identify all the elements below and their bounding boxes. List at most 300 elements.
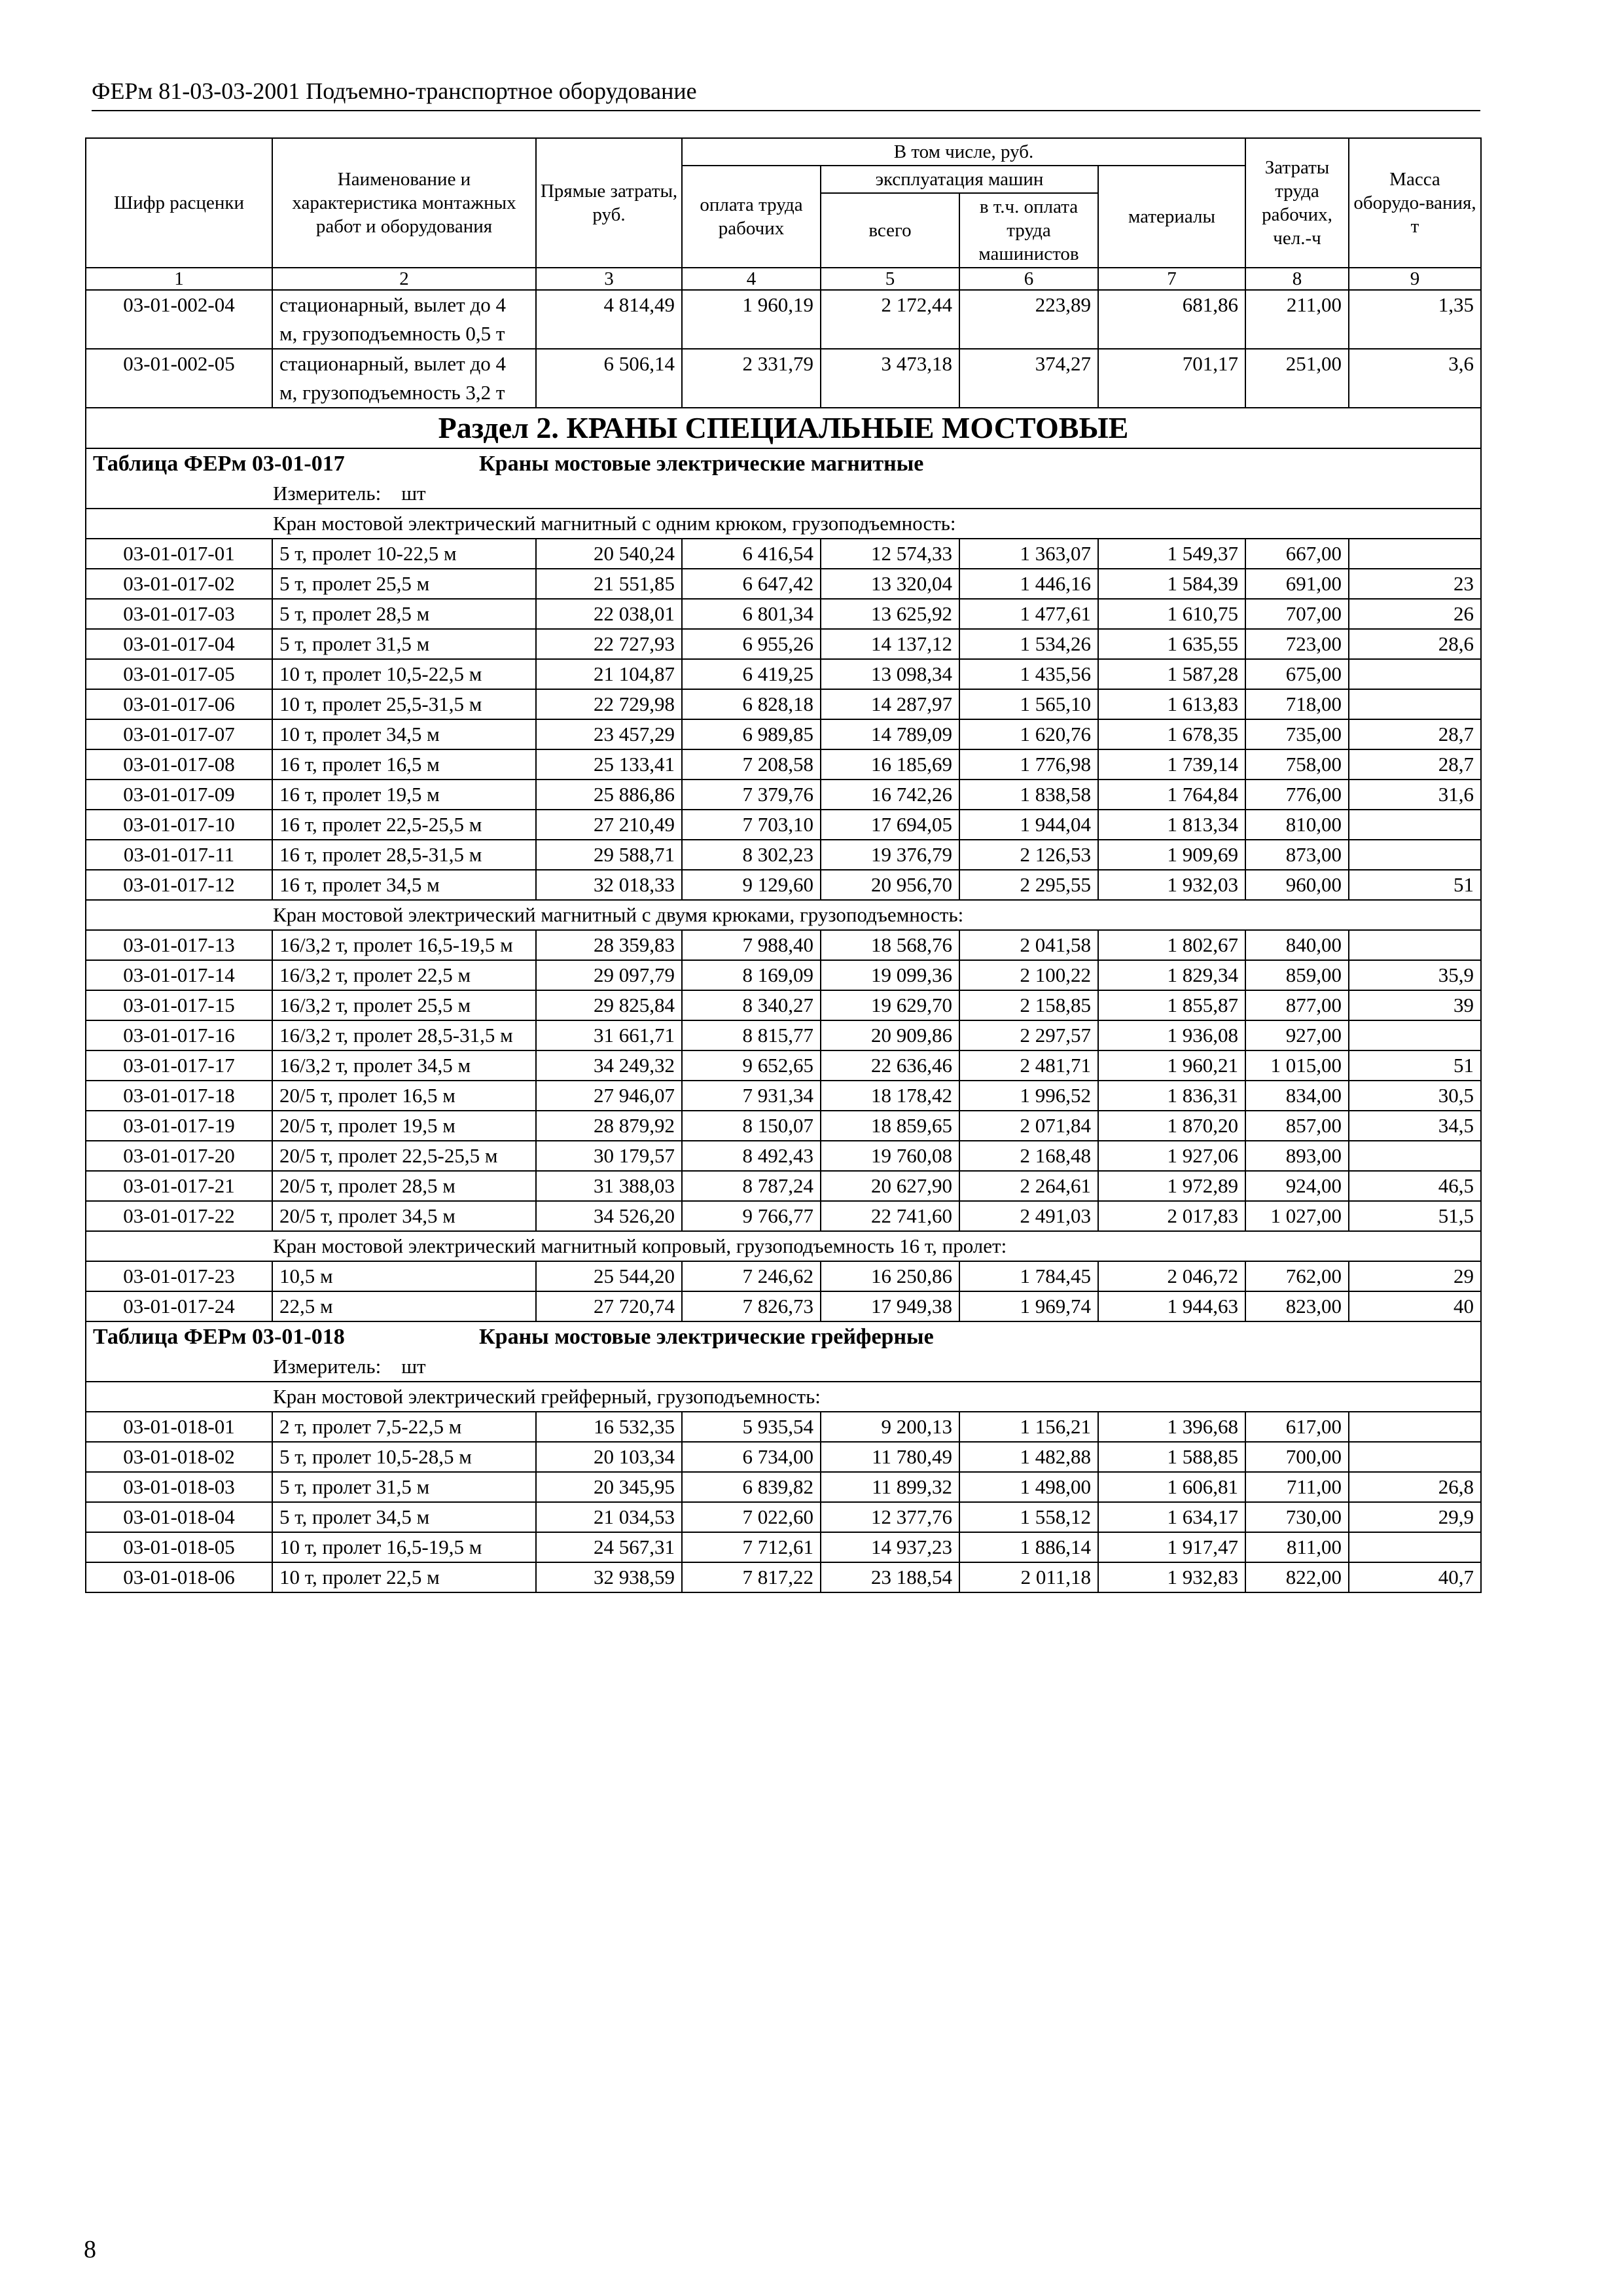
cell-mass	[1349, 930, 1481, 960]
cell-labor-pay: 6 416,54	[682, 539, 821, 569]
cell-machines-total: 14 287,97	[821, 689, 959, 719]
cell-machines-total: 11 899,32	[821, 1472, 959, 1502]
column-number: 9	[1349, 268, 1481, 290]
cell-materials: 1 932,03	[1098, 870, 1245, 900]
table-018-heading	[86, 1321, 1481, 1352]
cell-direct-cost: 34 526,20	[536, 1201, 682, 1231]
cell-materials: 2 017,83	[1098, 1201, 1245, 1231]
cell-labor-hours: 840,00	[1245, 930, 1349, 960]
table-018-measure	[86, 1352, 1481, 1382]
cell-direct-cost: 29 588,71	[536, 840, 682, 870]
cell-direct-cost: 31 388,03	[536, 1171, 682, 1201]
table-row	[86, 1050, 1481, 1081]
cell-code: 03-01-002-05	[86, 349, 272, 408]
cell-mass	[1349, 840, 1481, 870]
cell-machines-pay: 2 071,84	[959, 1111, 1098, 1141]
cell-name: 5 т, пролет 31,5 м	[272, 1472, 536, 1502]
cell-machines-total: 13 098,34	[821, 659, 959, 689]
cell-materials: 681,86	[1098, 290, 1245, 349]
table-row	[86, 930, 1481, 960]
table-row	[86, 1020, 1481, 1050]
cell-mass	[1349, 810, 1481, 840]
cell-code: 03-01-017-03	[86, 599, 272, 629]
table-row	[86, 1472, 1481, 1502]
cell-machines-pay: 2 481,71	[959, 1050, 1098, 1081]
table-018-title: Краны мостовые электрические грейферные	[479, 1325, 934, 1349]
table-017-group-3	[86, 1261, 1481, 1321]
table-row	[86, 1532, 1481, 1562]
cell-direct-cost: 27 720,74	[536, 1291, 682, 1321]
cell-direct-cost: 6 506,14	[536, 349, 682, 408]
cell-labor-pay: 8 340,27	[682, 990, 821, 1020]
cell-labor-pay: 2 331,79	[682, 349, 821, 408]
cell-mass: 26	[1349, 599, 1481, 629]
cell-machines-pay: 1 776,98	[959, 749, 1098, 780]
cell-name: 16/3,2 т, пролет 28,5-31,5 м	[272, 1020, 536, 1050]
cell-name: 20/5 т, пролет 34,5 м	[272, 1201, 536, 1231]
cell-machines-pay: 1 482,88	[959, 1442, 1098, 1472]
section-block	[86, 408, 1481, 539]
cell-machines-total: 12 377,76	[821, 1502, 959, 1532]
cell-labor-hours: 834,00	[1245, 1081, 1349, 1111]
cell-machines-total: 17 949,38	[821, 1291, 959, 1321]
table-row	[86, 689, 1481, 719]
cell-mass: 28,7	[1349, 719, 1481, 749]
cell-name: 16/3,2 т, пролет 25,5 м	[272, 990, 536, 1020]
cell-materials: 1 813,34	[1098, 810, 1245, 840]
cell-code: 03-01-017-05	[86, 659, 272, 689]
cell-machines-pay: 1 620,76	[959, 719, 1098, 749]
column-number: 8	[1245, 268, 1349, 290]
cell-materials: 2 046,72	[1098, 1261, 1245, 1291]
cell-materials: 1 587,28	[1098, 659, 1245, 689]
cell-mass: 31,6	[1349, 780, 1481, 810]
cell-machines-pay: 223,89	[959, 290, 1098, 349]
cell-code: 03-01-017-19	[86, 1111, 272, 1141]
col-header-labor-pay: оплата труда рабочих	[682, 166, 821, 268]
cell-code: 03-01-018-04	[86, 1502, 272, 1532]
cell-direct-cost: 28 359,83	[536, 930, 682, 960]
subgroup-block	[86, 1231, 1481, 1261]
cell-labor-hours: 691,00	[1245, 569, 1349, 599]
cell-labor-pay: 9 766,77	[682, 1201, 821, 1231]
column-number: 3	[536, 268, 682, 290]
cell-mass	[1349, 1020, 1481, 1050]
column-number: 5	[821, 268, 959, 290]
cell-mass	[1349, 1141, 1481, 1171]
cell-labor-pay: 8 302,23	[682, 840, 821, 870]
cell-labor-hours: 718,00	[1245, 689, 1349, 719]
cell-machines-pay: 2 297,57	[959, 1020, 1098, 1050]
cell-machines-pay: 2 100,22	[959, 960, 1098, 990]
cell-machines-total: 14 137,12	[821, 629, 959, 659]
table-row	[86, 1081, 1481, 1111]
cell-name: 20/5 т, пролет 19,5 м	[272, 1111, 536, 1141]
cell-mass: 51	[1349, 870, 1481, 900]
section-title: Раздел 2. КРАНЫ СПЕЦИАЛЬНЫЕ МОСТОВЫЕ	[86, 408, 1481, 448]
cell-name: 10 т, пролет 10,5-22,5 м	[272, 659, 536, 689]
cell-labor-hours: 859,00	[1245, 960, 1349, 990]
cell-materials: 1 936,08	[1098, 1020, 1245, 1050]
cell-mass	[1349, 1532, 1481, 1562]
cell-machines-total: 16 742,26	[821, 780, 959, 810]
cell-labor-pay: 6 955,26	[682, 629, 821, 659]
cell-machines-total: 16 250,86	[821, 1261, 959, 1291]
cell-materials: 1 829,34	[1098, 960, 1245, 990]
table-017-group-1	[86, 539, 1481, 900]
cell-name: 5 т, пролет 10-22,5 м	[272, 539, 536, 569]
column-number: 6	[959, 268, 1098, 290]
cell-name: 10 т, пролет 16,5-19,5 м	[272, 1532, 536, 1562]
cell-mass: 34,5	[1349, 1111, 1481, 1141]
cell-labor-hours: 873,00	[1245, 840, 1349, 870]
table-row	[86, 569, 1481, 599]
cell-code: 03-01-018-05	[86, 1532, 272, 1562]
cell-machines-pay: 1 498,00	[959, 1472, 1098, 1502]
cell-machines-pay: 2 295,55	[959, 870, 1098, 900]
cell-machines-total: 22 741,60	[821, 1201, 959, 1231]
cell-machines-total: 18 859,65	[821, 1111, 959, 1141]
cell-labor-pay: 6 419,25	[682, 659, 821, 689]
table-017-label: Таблица ФЕРм 03-01-017	[93, 452, 345, 476]
cell-direct-cost: 20 345,95	[536, 1472, 682, 1502]
cell-machines-total: 19 099,36	[821, 960, 959, 990]
cell-machines-pay: 2 264,61	[959, 1171, 1098, 1201]
cell-labor-hours: 758,00	[1245, 749, 1349, 780]
cell-labor-pay: 7 379,76	[682, 780, 821, 810]
table-row	[86, 1261, 1481, 1291]
cell-labor-hours: 811,00	[1245, 1532, 1349, 1562]
cell-machines-pay: 1 558,12	[959, 1502, 1098, 1532]
cell-mass	[1349, 689, 1481, 719]
cell-code: 03-01-017-10	[86, 810, 272, 840]
cell-machines-total: 20 956,70	[821, 870, 959, 900]
subgroup-heading: Кран мостовой электрический грейферный, грузоподъемность:	[86, 1382, 1481, 1412]
cell-materials: 1 396,68	[1098, 1412, 1245, 1442]
cell-machines-total: 13 320,04	[821, 569, 959, 599]
cell-name: 20/5 т, пролет 28,5 м	[272, 1171, 536, 1201]
cell-direct-cost: 31 661,71	[536, 1020, 682, 1050]
cell-direct-cost: 34 249,32	[536, 1050, 682, 1081]
cell-labor-hours: 822,00	[1245, 1562, 1349, 1592]
col-header-mass: Масса оборудо-вания, т	[1349, 138, 1481, 268]
cell-materials: 1 836,31	[1098, 1081, 1245, 1111]
cell-name: 16/3,2 т, пролет 22,5 м	[272, 960, 536, 990]
table-017-group-2	[86, 930, 1481, 1231]
table-row	[86, 1562, 1481, 1592]
cell-machines-total: 17 694,05	[821, 810, 959, 840]
col-header-machines-total: всего	[821, 193, 959, 268]
cell-labor-pay: 6 801,34	[682, 599, 821, 629]
table-row	[86, 1141, 1481, 1171]
cell-direct-cost: 29 097,79	[536, 960, 682, 990]
col-header-including: В том числе, руб.	[682, 138, 1245, 166]
cell-direct-cost: 22 729,98	[536, 689, 682, 719]
cell-name: 5 т, пролет 10,5-28,5 м	[272, 1442, 536, 1472]
cell-labor-pay: 7 826,73	[682, 1291, 821, 1321]
cell-labor-hours: 776,00	[1245, 780, 1349, 810]
cell-name: 10 т, пролет 34,5 м	[272, 719, 536, 749]
cell-direct-cost: 28 879,92	[536, 1111, 682, 1141]
cell-code: 03-01-017-02	[86, 569, 272, 599]
cell-direct-cost: 25 544,20	[536, 1261, 682, 1291]
cell-materials: 1 613,83	[1098, 689, 1245, 719]
cell-materials: 1 634,17	[1098, 1502, 1245, 1532]
cell-mass: 23	[1349, 569, 1481, 599]
cell-name: 5 т, пролет 25,5 м	[272, 569, 536, 599]
cell-materials: 1 909,69	[1098, 840, 1245, 870]
cell-labor-pay: 9 652,65	[682, 1050, 821, 1081]
table-row	[86, 349, 1481, 408]
cell-name: 2 т, пролет 7,5-22,5 м	[272, 1412, 536, 1442]
table-row	[86, 990, 1481, 1020]
cell-materials: 1 588,85	[1098, 1442, 1245, 1472]
cell-code: 03-01-017-24	[86, 1291, 272, 1321]
cell-machines-pay: 1 784,45	[959, 1261, 1098, 1291]
cell-materials: 1 678,35	[1098, 719, 1245, 749]
cell-machines-pay: 2 041,58	[959, 930, 1098, 960]
cell-machines-pay: 1 534,26	[959, 629, 1098, 659]
cell-machines-total: 16 185,69	[821, 749, 959, 780]
cell-direct-cost: 21 104,87	[536, 659, 682, 689]
col-header-machines-pay: в т.ч. оплата труда машинистов	[959, 193, 1098, 268]
cell-labor-hours: 707,00	[1245, 599, 1349, 629]
table-row	[86, 840, 1481, 870]
cell-direct-cost: 20 540,24	[536, 539, 682, 569]
cell-labor-hours: 857,00	[1245, 1111, 1349, 1141]
cell-direct-cost: 27 946,07	[536, 1081, 682, 1111]
cell-materials: 1 610,75	[1098, 599, 1245, 629]
cell-direct-cost: 16 532,35	[536, 1412, 682, 1442]
cell-labor-hours: 700,00	[1245, 1442, 1349, 1472]
column-number: 2	[272, 268, 536, 290]
table-row	[86, 749, 1481, 780]
table-row	[86, 290, 1481, 349]
cell-code: 03-01-017-04	[86, 629, 272, 659]
cell-labor-pay: 7 208,58	[682, 749, 821, 780]
cell-name: 10,5 м	[272, 1261, 536, 1291]
cell-name: 22,5 м	[272, 1291, 536, 1321]
cell-labor-pay: 7 817,22	[682, 1562, 821, 1592]
cell-materials: 1 584,39	[1098, 569, 1245, 599]
column-number-row	[86, 268, 1481, 290]
table-row	[86, 960, 1481, 990]
cell-labor-hours: 211,00	[1245, 290, 1349, 349]
cell-materials: 1 944,63	[1098, 1291, 1245, 1321]
table-017-title: Краны мостовые электрические магнитные	[479, 452, 924, 476]
table-row	[86, 1291, 1481, 1321]
cell-direct-cost: 24 567,31	[536, 1532, 682, 1562]
table-body-top	[86, 290, 1481, 408]
cell-labor-pay: 8 169,09	[682, 960, 821, 990]
cell-mass: 46,5	[1349, 1171, 1481, 1201]
cell-machines-total: 14 789,09	[821, 719, 959, 749]
cell-labor-hours: 810,00	[1245, 810, 1349, 840]
measure-unit: шт	[401, 482, 426, 505]
page-header: ФЕРм 81-03-03-2001 Подъемно-транспортное оборудование	[92, 77, 1480, 111]
cell-machines-total: 18 568,76	[821, 930, 959, 960]
cell-code: 03-01-017-18	[86, 1081, 272, 1111]
column-number: 7	[1098, 268, 1245, 290]
table-row	[86, 1171, 1481, 1201]
cell-labor-hours: 924,00	[1245, 1171, 1349, 1201]
cell-labor-hours: 711,00	[1245, 1472, 1349, 1502]
measure-unit: шт	[401, 1355, 426, 1378]
cell-materials: 1 764,84	[1098, 780, 1245, 810]
cell-labor-hours: 723,00	[1245, 629, 1349, 659]
cell-materials: 1 917,47	[1098, 1532, 1245, 1562]
table-row	[86, 1412, 1481, 1442]
rates-table	[85, 137, 1482, 1593]
cell-labor-hours: 927,00	[1245, 1020, 1349, 1050]
col-header-materials: материалы	[1098, 166, 1245, 268]
cell-machines-pay: 1 838,58	[959, 780, 1098, 810]
cell-machines-pay: 2 158,85	[959, 990, 1098, 1020]
table-row	[86, 780, 1481, 810]
cell-labor-pay: 8 815,77	[682, 1020, 821, 1050]
cell-direct-cost: 23 457,29	[536, 719, 682, 749]
cell-code: 03-01-017-09	[86, 780, 272, 810]
cell-direct-cost: 22 038,01	[536, 599, 682, 629]
cell-machines-pay: 1 156,21	[959, 1412, 1098, 1442]
cell-name: 10 т, пролет 25,5-31,5 м	[272, 689, 536, 719]
cell-labor-pay: 7 703,10	[682, 810, 821, 840]
cell-name: 5 т, пролет 31,5 м	[272, 629, 536, 659]
cell-machines-total: 23 188,54	[821, 1562, 959, 1592]
cell-direct-cost: 22 727,93	[536, 629, 682, 659]
cell-code: 03-01-017-22	[86, 1201, 272, 1231]
cell-labor-hours: 877,00	[1245, 990, 1349, 1020]
cell-mass	[1349, 659, 1481, 689]
cell-direct-cost: 27 210,49	[536, 810, 682, 840]
cell-machines-pay: 2 126,53	[959, 840, 1098, 870]
cell-materials: 1 870,20	[1098, 1111, 1245, 1141]
cell-machines-total: 14 937,23	[821, 1532, 959, 1562]
cell-mass	[1349, 1412, 1481, 1442]
cell-labor-pay: 7 988,40	[682, 930, 821, 960]
cell-code: 03-01-017-14	[86, 960, 272, 990]
cell-labor-hours: 1 015,00	[1245, 1050, 1349, 1081]
cell-labor-pay: 1 960,19	[682, 290, 821, 349]
table-row	[86, 1201, 1481, 1231]
cell-code: 03-01-018-06	[86, 1562, 272, 1592]
table-018-label: Таблица ФЕРм 03-01-018	[93, 1325, 345, 1349]
cell-direct-cost: 4 814,49	[536, 290, 682, 349]
cell-labor-hours: 675,00	[1245, 659, 1349, 689]
cell-direct-cost: 21 551,85	[536, 569, 682, 599]
cell-labor-pay: 6 839,82	[682, 1472, 821, 1502]
cell-code: 03-01-002-04	[86, 290, 272, 349]
cell-labor-hours: 730,00	[1245, 1502, 1349, 1532]
cell-machines-pay: 374,27	[959, 349, 1098, 408]
cell-materials: 1 960,21	[1098, 1050, 1245, 1081]
cell-labor-hours: 762,00	[1245, 1261, 1349, 1291]
column-number: 1	[86, 268, 272, 290]
table-row	[86, 539, 1481, 569]
col-header-direct: Прямые затраты, руб.	[536, 138, 682, 268]
table-row	[86, 599, 1481, 629]
cell-materials: 1 739,14	[1098, 749, 1245, 780]
cell-machines-total: 20 627,90	[821, 1171, 959, 1201]
cell-machines-total: 22 636,46	[821, 1050, 959, 1081]
cell-materials: 1 855,87	[1098, 990, 1245, 1020]
table-row	[86, 659, 1481, 689]
cell-machines-total: 19 376,79	[821, 840, 959, 870]
table-header	[86, 138, 1481, 290]
cell-code: 03-01-017-07	[86, 719, 272, 749]
cell-materials: 1 802,67	[1098, 930, 1245, 960]
col-header-machines: эксплуатация машин	[821, 166, 1098, 193]
cell-mass: 35,9	[1349, 960, 1481, 990]
cell-name: 16 т, пролет 22,5-25,5 м	[272, 810, 536, 840]
cell-labor-pay: 9 129,60	[682, 870, 821, 900]
cell-name: 16 т, пролет 19,5 м	[272, 780, 536, 810]
cell-code: 03-01-017-16	[86, 1020, 272, 1050]
cell-machines-pay: 1 886,14	[959, 1532, 1098, 1562]
cell-labor-hours: 893,00	[1245, 1141, 1349, 1171]
cell-mass: 30,5	[1349, 1081, 1481, 1111]
table-017-measure	[86, 479, 1481, 509]
cell-labor-pay: 8 492,43	[682, 1141, 821, 1171]
cell-code: 03-01-017-08	[86, 749, 272, 780]
col-header-labor-cost: Затраты труда рабочих, чел.-ч	[1245, 138, 1349, 268]
cell-name: 10 т, пролет 22,5 м	[272, 1562, 536, 1592]
cell-direct-cost: 20 103,34	[536, 1442, 682, 1472]
subgroup-heading: Кран мостовой электрический магнитный с одним крюком, грузоподъемность:	[86, 509, 1481, 539]
cell-machines-total: 2 172,44	[821, 290, 959, 349]
cell-labor-pay: 7 022,60	[682, 1502, 821, 1532]
cell-labor-hours: 960,00	[1245, 870, 1349, 900]
cell-mass: 40	[1349, 1291, 1481, 1321]
cell-labor-pay: 7 712,61	[682, 1532, 821, 1562]
cell-materials: 701,17	[1098, 349, 1245, 408]
cell-mass: 29	[1349, 1261, 1481, 1291]
col-header-name: Наименование и характеристика монтажных работ и оборудования	[272, 138, 536, 268]
cell-labor-pay: 6 828,18	[682, 689, 821, 719]
cell-mass: 28,6	[1349, 629, 1481, 659]
cell-name: 16/3,2 т, пролет 16,5-19,5 м	[272, 930, 536, 960]
cell-name: 16 т, пролет 28,5-31,5 м	[272, 840, 536, 870]
page-number: 8	[84, 2236, 96, 2263]
table-row	[86, 870, 1481, 900]
cell-machines-pay: 2 491,03	[959, 1201, 1098, 1231]
cell-mass: 51	[1349, 1050, 1481, 1081]
cell-code: 03-01-017-17	[86, 1050, 272, 1081]
cell-code: 03-01-017-23	[86, 1261, 272, 1291]
cell-code: 03-01-018-02	[86, 1442, 272, 1472]
table-row	[86, 629, 1481, 659]
cell-machines-total: 3 473,18	[821, 349, 959, 408]
table-row	[86, 1442, 1481, 1472]
cell-labor-pay: 6 647,42	[682, 569, 821, 599]
cell-direct-cost: 29 825,84	[536, 990, 682, 1020]
cell-machines-pay: 2 011,18	[959, 1562, 1098, 1592]
column-number: 4	[682, 268, 821, 290]
cell-machines-total: 11 780,49	[821, 1442, 959, 1472]
cell-labor-pay: 6 734,00	[682, 1442, 821, 1472]
cell-machines-total: 19 629,70	[821, 990, 959, 1020]
cell-mass: 26,8	[1349, 1472, 1481, 1502]
cell-mass: 40,7	[1349, 1562, 1481, 1592]
cell-machines-total: 9 200,13	[821, 1412, 959, 1442]
cell-labor-hours: 617,00	[1245, 1412, 1349, 1442]
cell-labor-hours: 667,00	[1245, 539, 1349, 569]
cell-machines-pay: 1 565,10	[959, 689, 1098, 719]
cell-labor-hours: 1 027,00	[1245, 1201, 1349, 1231]
cell-materials: 1 972,89	[1098, 1171, 1245, 1201]
cell-direct-cost: 30 179,57	[536, 1141, 682, 1171]
cell-code: 03-01-017-01	[86, 539, 272, 569]
